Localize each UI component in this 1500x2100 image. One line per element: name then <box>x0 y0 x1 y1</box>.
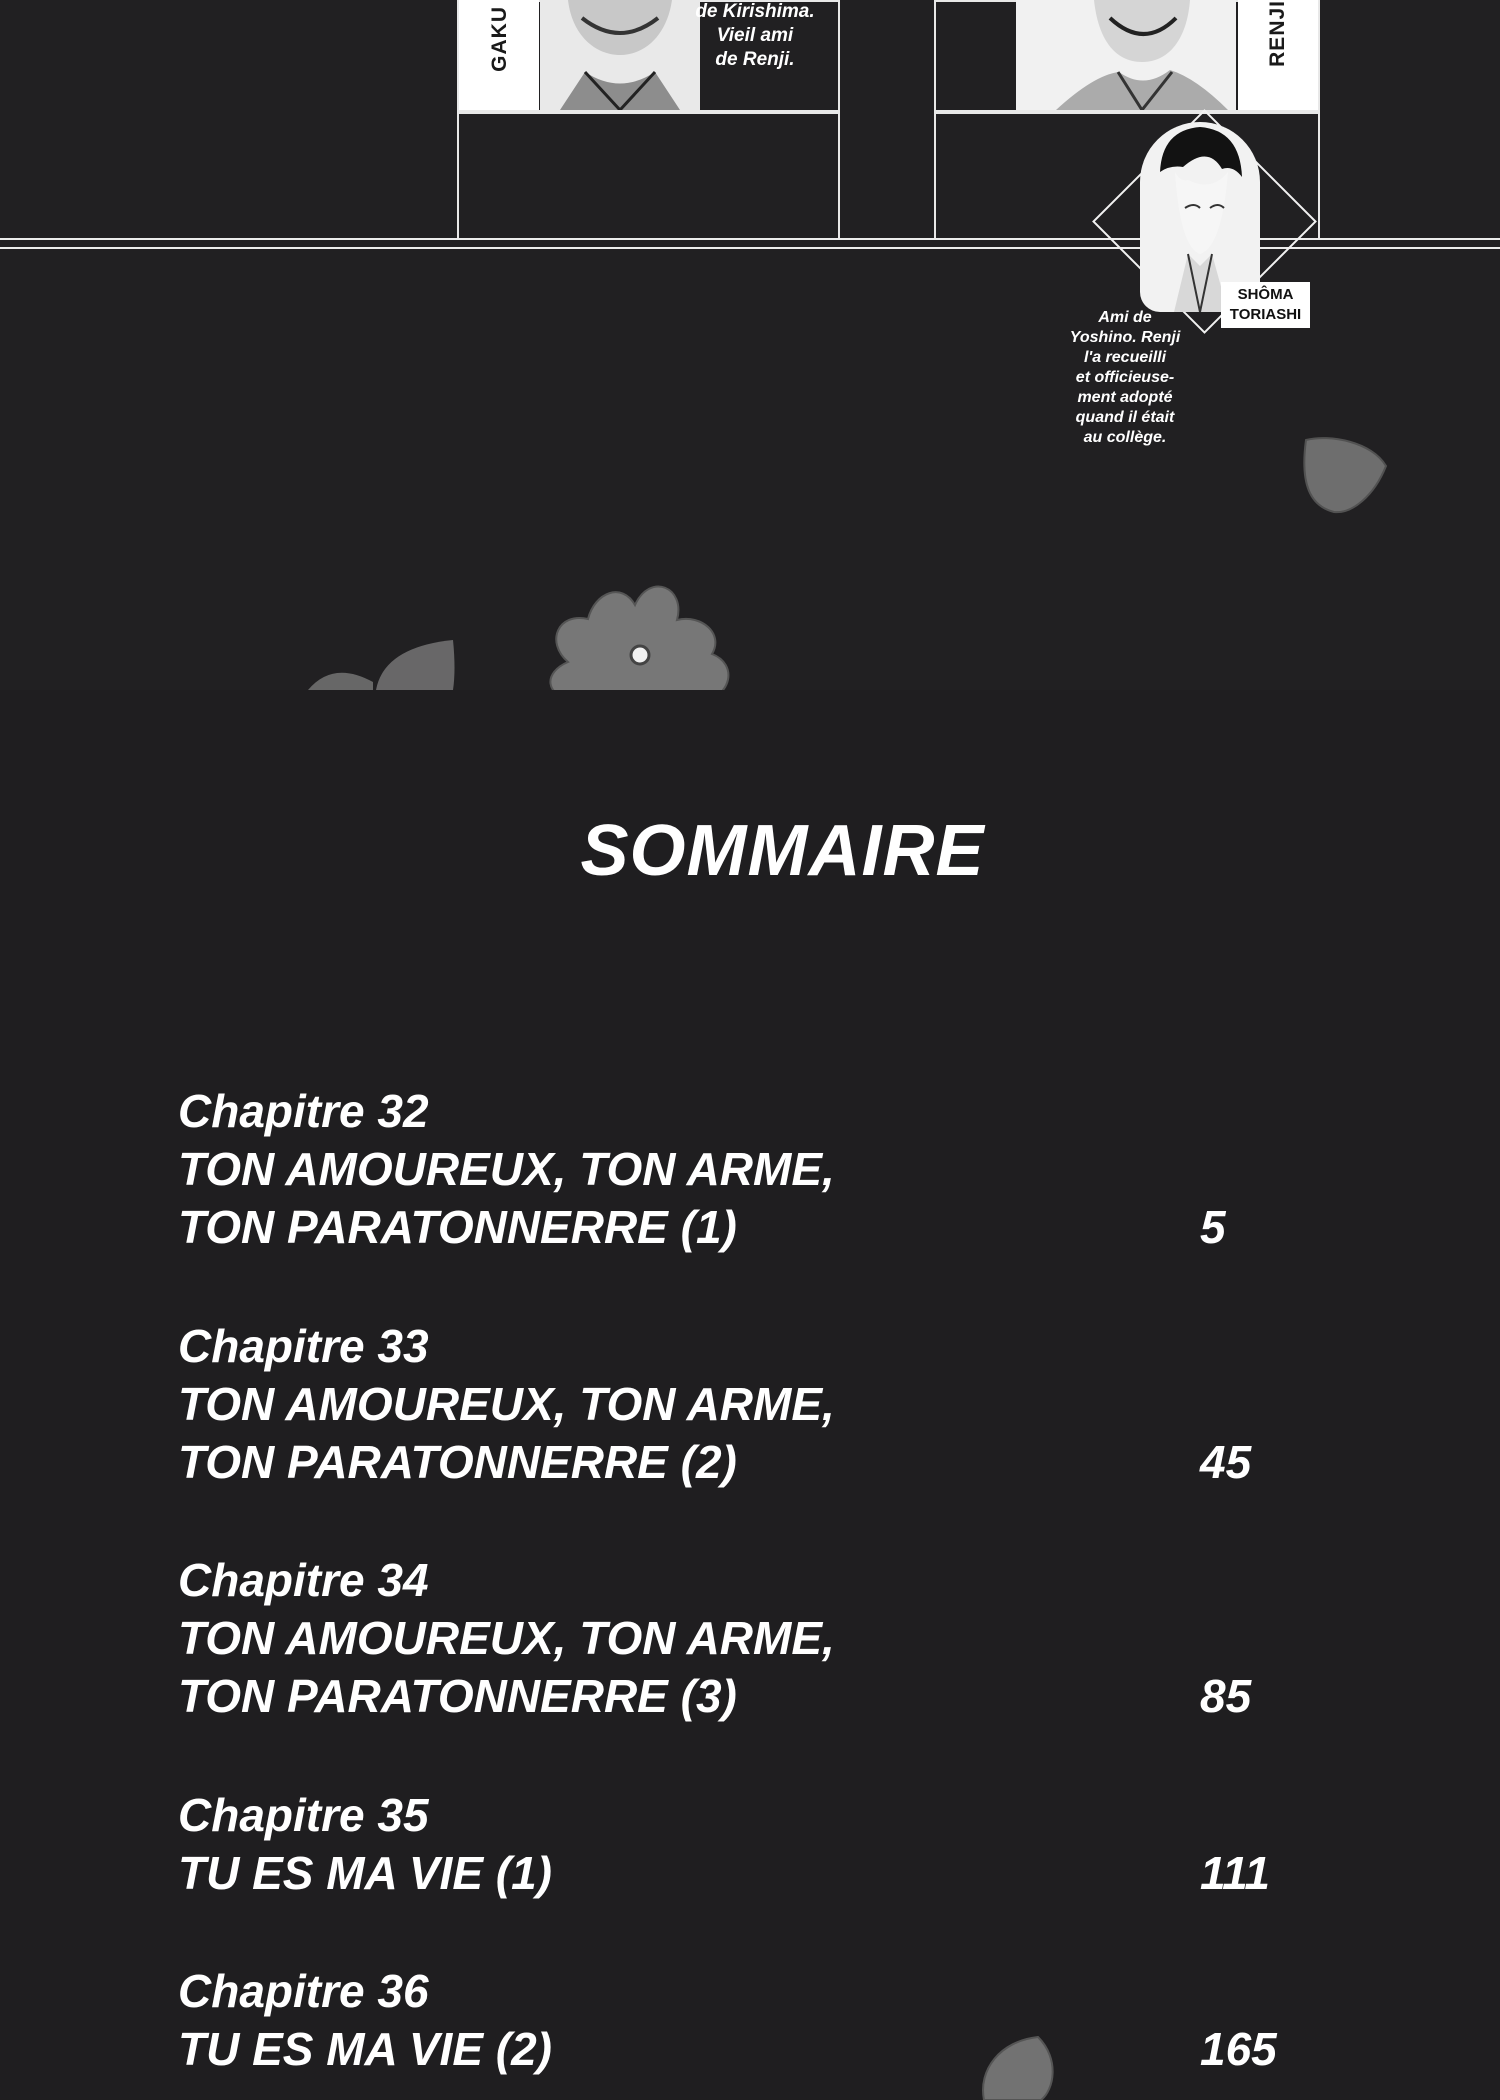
page-number: 111 <box>1200 1847 1270 1899</box>
toc-entry <box>178 1551 1328 1725</box>
toc-entry <box>178 1317 1328 1491</box>
chapter-title: TON AMOUREUX, TON ARME, TON PARATONNERRE (1) <box>178 1143 835 1253</box>
gaku-name: GAKU <box>488 6 511 72</box>
character-introduction <box>0 0 1500 690</box>
flower-icon <box>308 550 748 690</box>
chapter-title: TON AMOUREUX, TON ARME, TON PARATONNERRE (3) <box>178 1612 835 1722</box>
page-number: 5 <box>1200 1201 1226 1253</box>
flower-icon <box>976 2036 1060 2100</box>
page-title: SOMMAIRE <box>580 811 985 891</box>
chapter-title: TON AMOUREUX, TON ARME, TON PARATONNERRE (2) <box>178 1378 835 1488</box>
page-number: 45 <box>1200 1436 1252 1488</box>
chapter-label: Chapitre 33 <box>178 1320 429 1372</box>
page-number: 85 <box>1200 1670 1252 1722</box>
page-number: 165 <box>1200 2023 1277 2075</box>
renji-portrait-icon <box>1016 0 1236 110</box>
chapter-label: Chapitre 36 <box>178 1965 429 2017</box>
toc-entry <box>178 1082 1328 1256</box>
shoma-name: SHÔMA TORIASHI <box>1221 282 1310 328</box>
flower-icon <box>1302 436 1388 518</box>
chapter-title: TU ES MA VIE (1) <box>178 1847 552 1899</box>
left-lower-panel <box>457 112 840 240</box>
gaku-description: de Kirishima. Vieil ami de Renji. <box>695 1 815 70</box>
chapter-label: Chapitre 34 <box>178 1554 429 1606</box>
gaku-portrait-icon <box>540 0 700 110</box>
chapter-label: Chapitre 35 <box>178 1789 429 1841</box>
chapter-title: TU ES MA VIE (2) <box>178 2023 552 2075</box>
shoma-description: Ami de Yoshino. Renji l'a recueilli et officieuse- ment adopté quand il était au collège. <box>1069 309 1181 446</box>
chapter-label: Chapitre 32 <box>178 1085 429 1137</box>
toc-entry <box>178 1786 1328 1902</box>
renji-name: RENJI <box>1266 0 1289 67</box>
toc-entry <box>178 1962 1328 2078</box>
